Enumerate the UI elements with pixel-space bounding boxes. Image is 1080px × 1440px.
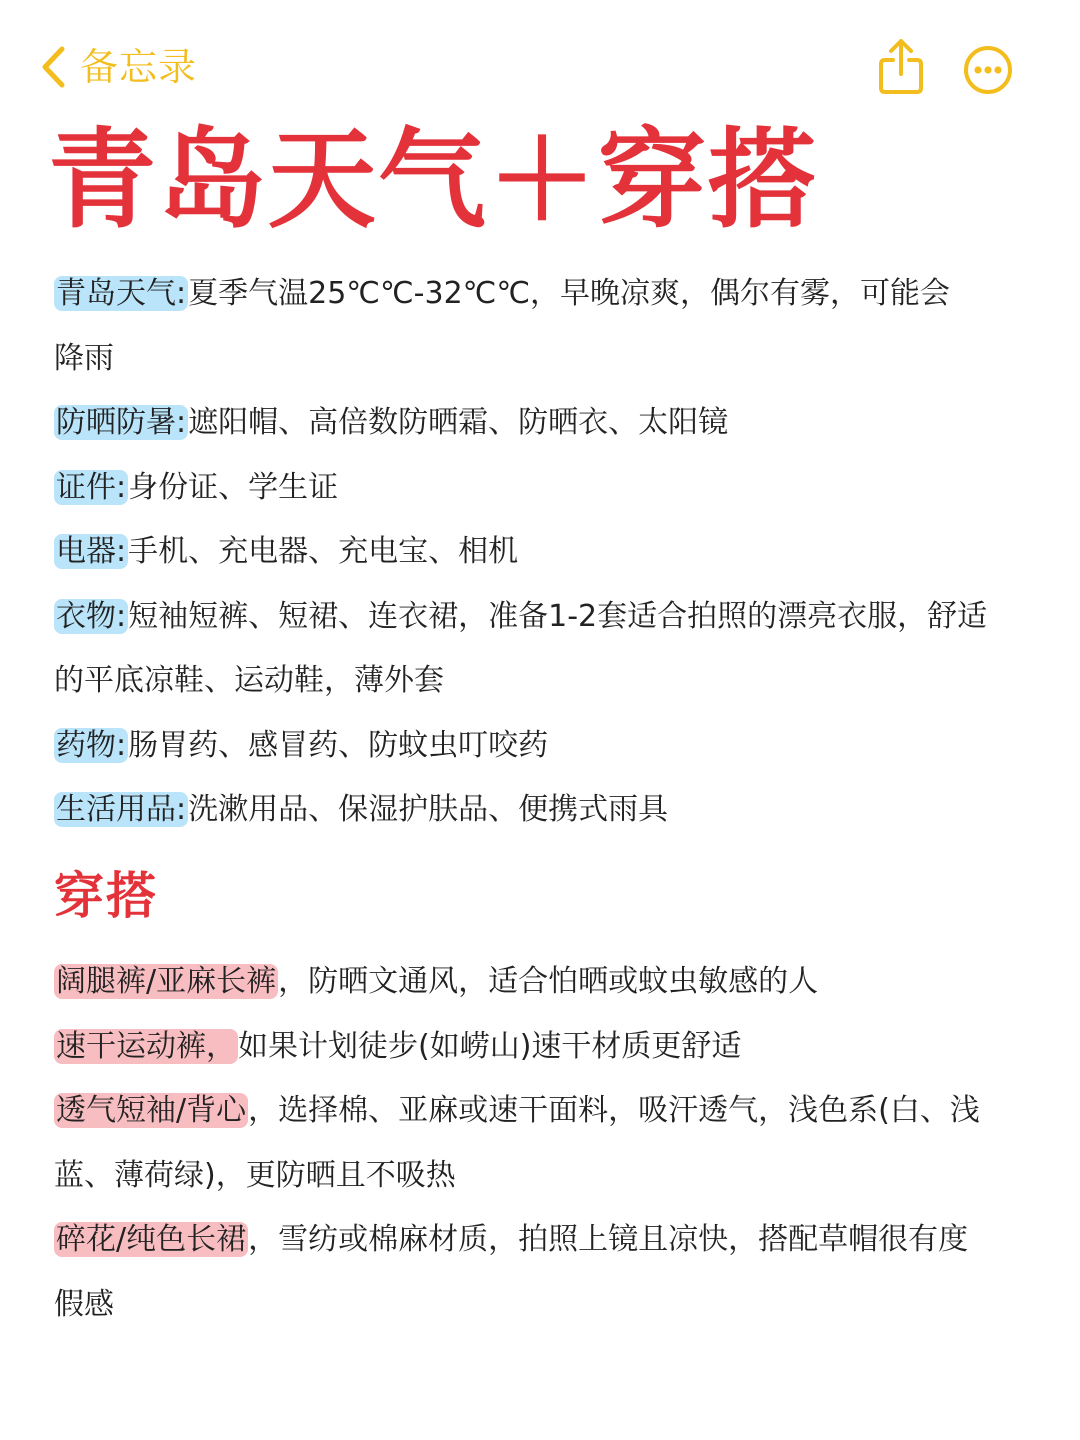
item-text: 手机、充电器、充电宝、相机 (128, 534, 519, 569)
item-text: 如果计划徒步(如崂山)速干材质更舒适 (238, 1028, 742, 1064)
list-item (54, 1208, 1034, 1273)
list-item (54, 262, 1034, 327)
list-item-continuation (54, 1144, 1034, 1209)
list-item-continuation (54, 1273, 1034, 1338)
item-text: 肠胃药、感冒药、防蚊虫叮咬药 (128, 727, 549, 763)
back-button[interactable] (40, 44, 197, 90)
list-item (54, 1079, 1034, 1144)
item-text: 的平底凉鞋、运动鞋，薄外套 (54, 663, 444, 698)
item-text: 假感 (54, 1286, 114, 1322)
share-button[interactable] (876, 38, 926, 96)
item-text: 短袖短裤、短裙、连衣裙，准备1-2套适合拍照的漂亮衣服，舒适 (128, 598, 988, 634)
list-item (54, 714, 1034, 779)
item-text: 身份证、学生证 (128, 469, 339, 505)
item-label: 衣物: (56, 598, 127, 634)
item-label: 药物: (56, 727, 127, 763)
item-text: 洗漱用品、保湿护肤品、便携式雨具 (188, 792, 669, 827)
list-item (54, 391, 1034, 456)
item-label: 阔腿裤/亚麻长裤 (56, 964, 277, 999)
item-text: 夏季气温25℃℃-32℃℃，早晚凉爽，偶尔有雾，可能会 (188, 276, 951, 311)
list-item (54, 950, 1034, 1015)
nav-bar (0, 0, 1080, 120)
list-item (54, 1015, 1034, 1080)
list-item (54, 456, 1034, 521)
section-heading: 穿搭 (54, 867, 158, 925)
item-label: 碎花/纯色长裙 (56, 1222, 247, 1257)
item-text: 蓝、薄荷绿)，更防晒且不吸热 (54, 1157, 456, 1193)
item-label: 青岛天气: (56, 276, 187, 311)
back-label: 备忘录 (80, 45, 198, 89)
item-label: 生活用品: (56, 792, 187, 827)
item-label: 速干运动裤， (56, 1028, 236, 1064)
item-text: 遮阳帽、高倍数防晒霜、防晒衣、太阳镜 (188, 405, 729, 440)
item-label: 透气短袖/背心 (56, 1093, 247, 1128)
item-label: 证件: (56, 469, 127, 505)
share-icon (876, 38, 926, 96)
checklist (54, 262, 1034, 843)
more-button[interactable] (962, 44, 1014, 96)
item-text: ，雪纺或棉麻材质，拍照上镜且凉快，搭配草帽很有度 (248, 1222, 969, 1257)
list-item (54, 520, 1034, 585)
more-icon (962, 44, 1014, 96)
list-item (54, 778, 1034, 843)
item-label: 电器: (56, 534, 127, 569)
chevron-left-icon (40, 45, 66, 89)
item-label: 防晒防暑: (56, 405, 187, 440)
outfit-list (54, 950, 1034, 1337)
item-text: ，防晒文通风，适合怕晒或蚊虫敏感的人 (278, 964, 819, 999)
page-title: 青岛天气＋穿搭 (48, 118, 819, 243)
list-item-continuation (54, 327, 1034, 392)
item-text: 降雨 (54, 340, 114, 376)
item-text: ，选择棉、亚麻或速干面料，吸汗透气，浅色系(白、浅 (248, 1093, 980, 1128)
list-item (54, 585, 1034, 650)
list-item-continuation (54, 649, 1034, 714)
